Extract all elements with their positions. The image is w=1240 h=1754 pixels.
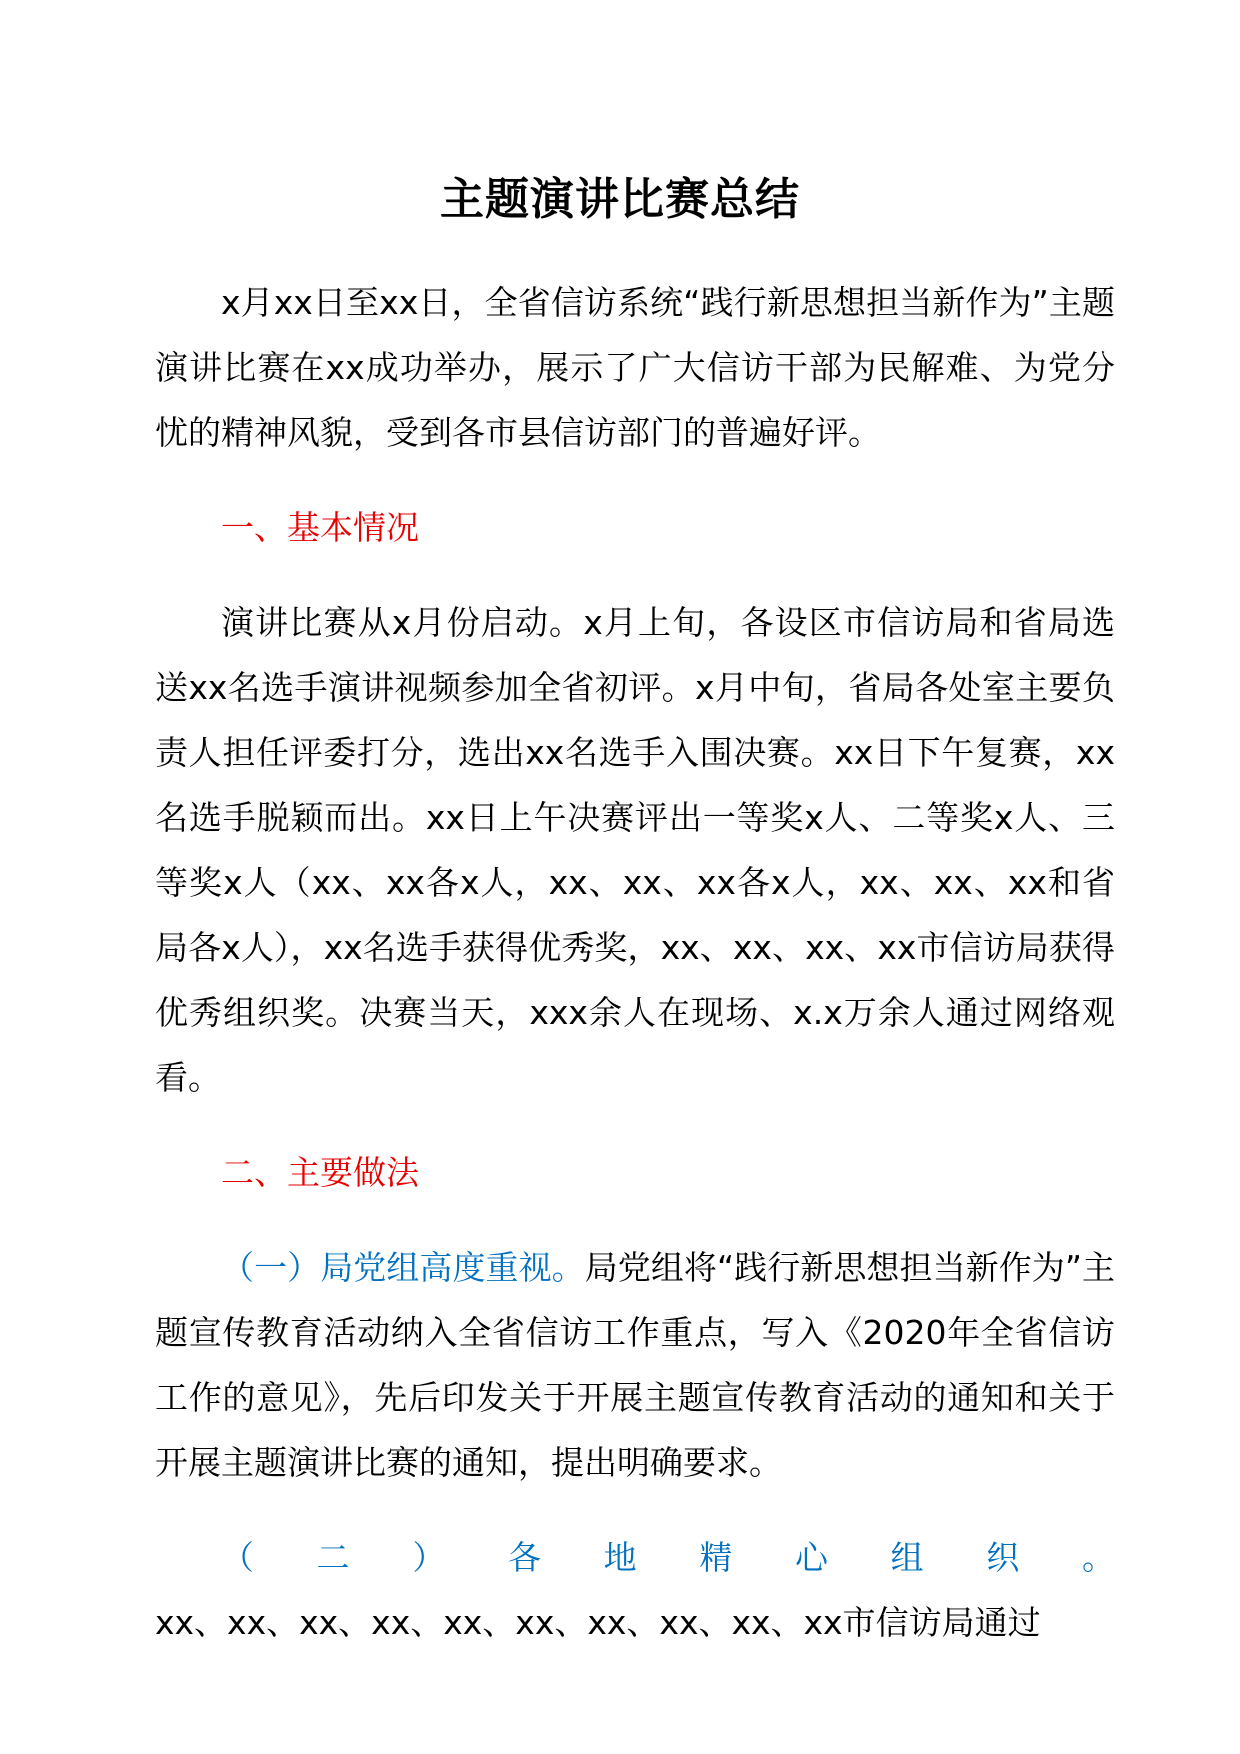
spacer xyxy=(155,560,1115,590)
subsection-1-heading: （一）局党组高度重视。 xyxy=(221,1248,585,1287)
section-basic-paragraph: 演讲比赛从x月份启动。x月上旬，各设区市信访局和省局选送xx名选手演讲视频参加全省初评。x月中旬，省局各处室主要负责人担任评委打分，选出xx名选手入围决赛。xx日下午复赛，xx名选手脱颖而出。xx日上午决赛评出一等奖x人、二等奖x人、三等奖x人（xx、xx各x人，xx、xx、xx各x人，xx、xx、xx和省局各x人），xx名选手获得优秀奖，xx、xx、xx、xx市信访局获得优秀组织奖。决赛当天，xxx余人在现场、x.x万余人通过网络观看。 xyxy=(155,603,1115,1097)
subsection-1-body: 局党组将“践行新思想担当新作为”主题宣传教育活动纳入全省信访工作重点，写入《2020年全省信访工作的意见》，先后印发关于开展主题宣传教育活动的通知和关于开展主题演讲比赛的通知，提出明确要求。 xyxy=(155,1248,1115,1482)
section-heading-methods: 二、主要做法 xyxy=(221,1153,419,1192)
spacer xyxy=(155,1110,1115,1140)
spacer xyxy=(155,1205,1115,1235)
spacer xyxy=(155,1495,1115,1525)
subsection-1-paragraph xyxy=(155,1235,1115,1495)
subsection-2-heading: （二）各地精心组织。 xyxy=(221,1538,1115,1577)
intro-paragraph: x月xx日至xx日，全省信访系统“践行新思想担当新作为”主题演讲比赛在xx成功举办，展示了广大信访干部为民解难、为党分忧的精神风貌，受到各市县信访部门的普遍好评。 xyxy=(155,283,1115,452)
document-body xyxy=(155,270,1115,1655)
subsection-2-body: xx、xx、xx、xx、xx、xx、xx、xx、xx、xx市信访局通过 xyxy=(155,1603,1041,1642)
section-heading-basic: 一、基本情况 xyxy=(221,508,419,547)
document-title: 主题演讲比赛总结 xyxy=(440,174,800,225)
spacer xyxy=(155,465,1115,495)
